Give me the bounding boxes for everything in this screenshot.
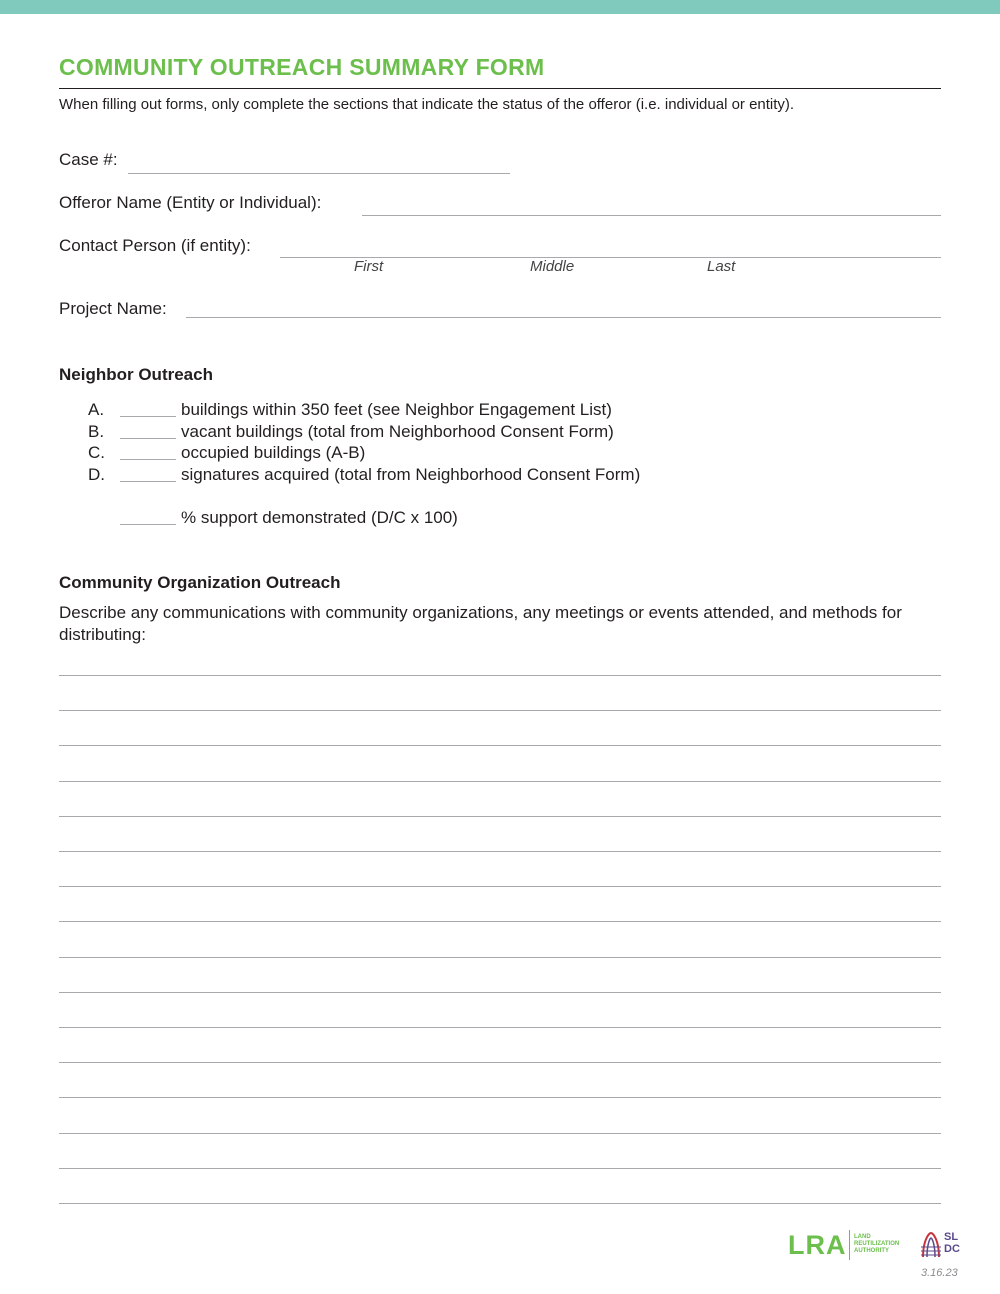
write-in-line[interactable] — [59, 710, 941, 711]
write-in-line[interactable] — [59, 957, 941, 958]
sldc-bottom-text: DC — [944, 1243, 960, 1255]
write-in-line[interactable] — [59, 1168, 941, 1169]
write-in-line[interactable] — [59, 1027, 941, 1028]
sldc-logo-text — [944, 1231, 960, 1255]
write-in-line[interactable] — [59, 1062, 941, 1063]
item-text: buildings within 350 feet (see Neighbor Engagement List) — [181, 400, 612, 419]
write-in-line[interactable] — [59, 1203, 941, 1204]
write-in-line[interactable] — [59, 992, 941, 993]
form-instructions: When filling out forms, only complete the sections that indicate the status of the offeror (i.e. individual or entity). — [59, 96, 795, 113]
top-accent-bar — [0, 0, 1000, 14]
write-in-line[interactable] — [59, 816, 941, 817]
offeror-name-label: Offeror Name (Entity or Individual): — [59, 193, 322, 212]
community-outreach-heading: Community Organization Outreach — [59, 573, 341, 592]
write-in-line[interactable] — [59, 1097, 941, 1098]
list-item — [88, 422, 888, 444]
lra-logo-subtitle: LAND REUTILIZATION AUTHORITY — [854, 1234, 900, 1254]
item-letter: B. — [88, 422, 105, 441]
revision-date: 3.16.23 — [921, 1267, 958, 1279]
list-item — [88, 443, 888, 465]
footer-logos — [788, 1228, 973, 1264]
sldc-top-text: SL — [944, 1231, 959, 1243]
write-in-line[interactable] — [59, 886, 941, 887]
write-in-line[interactable] — [59, 675, 941, 676]
contact-middle-caption: Middle — [530, 258, 575, 275]
support-item — [88, 508, 888, 530]
case-number-label: Case #: — [59, 150, 118, 169]
write-in-line[interactable] — [59, 851, 941, 852]
item-text: occupied buildings (A-B) — [181, 443, 366, 462]
write-in-line[interactable] — [59, 781, 941, 782]
list-item — [88, 465, 888, 487]
project-name-field[interactable] — [186, 317, 941, 318]
form-title: COMMUNITY OUTREACH SUMMARY FORM — [59, 54, 545, 80]
item-d-blank[interactable] — [120, 481, 176, 482]
support-text: % support demonstrated (D/C x 100) — [181, 508, 458, 527]
contact-first-caption: First — [354, 258, 384, 275]
item-text: signatures acquired (total from Neighborhood Consent Form) — [181, 465, 641, 484]
item-text: vacant buildings (total from Neighborhood Consent Form) — [181, 422, 614, 441]
logo-divider — [849, 1230, 850, 1260]
list-item — [88, 400, 888, 422]
item-b-blank[interactable] — [120, 438, 176, 439]
contact-person-label: Contact Person (if entity): — [59, 236, 251, 255]
contact-last-caption: Last — [707, 258, 736, 275]
lra-logo: LRA — [788, 1230, 847, 1260]
sldc-arch-icon — [921, 1230, 941, 1258]
community-outreach-description: Describe any communications with community organizations, any meetings or events attended, and methods for distributing: — [59, 603, 902, 644]
offeror-name-field[interactable] — [362, 215, 941, 216]
write-in-line[interactable] — [59, 1133, 941, 1134]
item-letter: A. — [88, 400, 105, 419]
case-number-field[interactable] — [128, 173, 510, 174]
item-c-blank[interactable] — [120, 459, 176, 460]
write-in-line[interactable] — [59, 745, 941, 746]
title-divider — [59, 88, 941, 89]
support-blank[interactable] — [120, 524, 176, 525]
neighbor-outreach-heading: Neighbor Outreach — [59, 365, 213, 384]
write-in-line[interactable] — [59, 921, 941, 922]
item-a-blank[interactable] — [120, 416, 176, 417]
project-name-label: Project Name: — [59, 299, 167, 318]
item-letter: C. — [88, 443, 105, 462]
item-letter: D. — [88, 465, 105, 484]
